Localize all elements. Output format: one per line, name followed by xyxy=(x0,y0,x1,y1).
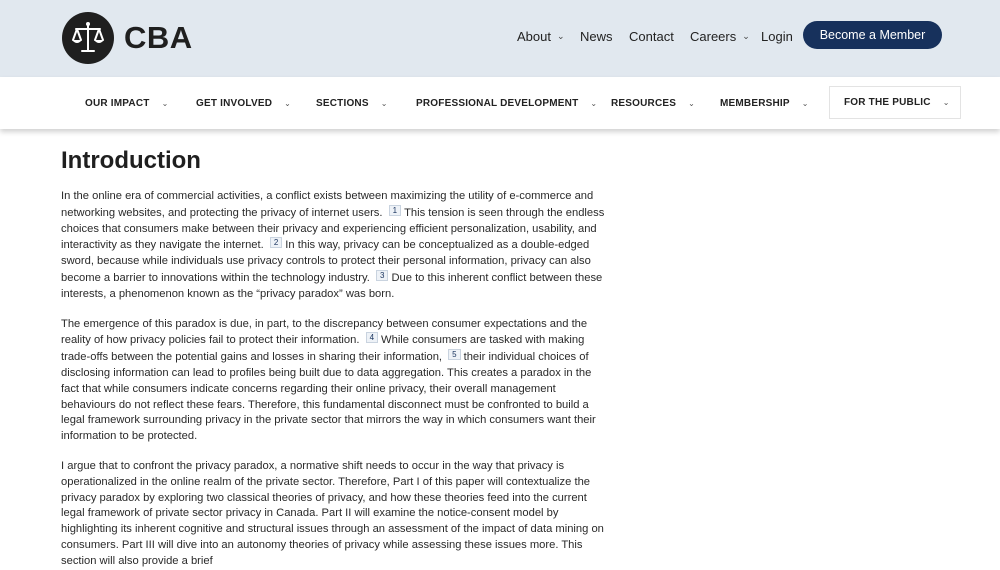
main-nav-label: RESOURCES xyxy=(611,97,677,109)
chevron-down-icon: ⌄ xyxy=(801,98,809,108)
article-body xyxy=(61,189,606,570)
chevron-down-icon: ⌄ xyxy=(742,31,750,41)
paragraph-text: In the online era of commercial activities, a conflict exists between maximizing the utility of e-commerce and networking websites, and protecting the privacy of internet users. xyxy=(61,190,594,219)
site-header xyxy=(0,0,1000,77)
nav-news-label: News xyxy=(580,29,613,44)
chevron-down-icon: ⌄ xyxy=(942,98,950,107)
nav-contact[interactable] xyxy=(629,29,674,44)
main-nav-membership[interactable] xyxy=(720,77,809,129)
chevron-down-icon: ⌄ xyxy=(161,98,169,108)
paragraph-text: This tension is seen through the endless choices that consumers make between their privacy and experiencing efficient personalization, usability, and interactivity as they navigate the internet. xyxy=(61,206,605,252)
paragraph-text: The emergence of this paradox is due, in part, to the discrepancy between consumer expectations and the reality of how privacy policies fail to protect their information. xyxy=(61,317,588,347)
paragraph-text: While consumers are tasked with making trade-offs between the potential gains and losses in sharing their information, xyxy=(61,334,585,364)
nav-news[interactable] xyxy=(580,29,613,44)
nav-login-label: Login xyxy=(761,29,793,44)
chevron-down-icon: ⌄ xyxy=(380,98,388,108)
chevron-down-icon: ⌄ xyxy=(284,98,292,108)
chevron-down-icon: ⌄ xyxy=(590,98,598,108)
main-nav-professional-development[interactable] xyxy=(416,77,597,129)
paragraph-text: I argue that to confront the privacy paradox, a normative shift needs to occur in the way that privacy is operationalized in the online realm of the private sector. Therefore, Part I of this paper will contextualize the privacy paradox by exploring two classical theories of privacy, and how these theories feed into the current legal framework of private sector privacy in Canada. Part II will examine the notice-consent model by highlighting its inherent cognitive and structural issues through an assessment of the impact of data mining on consumers. Part III will dive into an autonomy theories of privacy while assessing these issues more. This section will also provide a brief xyxy=(61,459,604,567)
nav-contact-label: Contact xyxy=(629,29,674,44)
main-nav-sections[interactable] xyxy=(316,77,388,129)
main-nav-label: OUR IMPACT xyxy=(85,97,150,109)
main-nav-label: SECTIONS xyxy=(316,97,369,109)
nav-login[interactable] xyxy=(761,29,793,44)
main-nav-label: PROFESSIONAL DEVELOPMENT xyxy=(416,97,579,109)
become-member-button[interactable]: Become a Member xyxy=(803,21,942,49)
scales-of-justice-icon xyxy=(62,12,114,64)
article-paragraph xyxy=(61,189,606,303)
paragraph-text: Due to this inherent conflict between these interests, a phenomenon known as the “privacy paradox” was born. xyxy=(61,271,603,300)
footnote-link[interactable]: 1 xyxy=(389,205,401,216)
logo[interactable] xyxy=(62,12,193,64)
footnote-link[interactable]: 2 xyxy=(270,237,282,248)
nav-about[interactable] xyxy=(517,29,565,44)
footnote-link[interactable]: 3 xyxy=(376,270,388,281)
article xyxy=(61,130,606,570)
main-nav-for-the-public[interactable] xyxy=(829,86,961,119)
main-nav-resources[interactable] xyxy=(611,77,695,129)
footnote-link[interactable]: 4 xyxy=(366,332,378,343)
article-title: Introduction xyxy=(61,147,201,174)
main-nav-label: GET INVOLVED xyxy=(196,97,273,109)
logo-text: CBA xyxy=(124,20,193,55)
main-nav-get-involved[interactable] xyxy=(196,77,291,129)
main-nav xyxy=(0,77,1000,129)
main-nav-label: MEMBERSHIP xyxy=(720,97,790,109)
article-paragraph xyxy=(61,459,606,570)
main-nav-label: FOR THE PUBLIC xyxy=(844,97,931,108)
nav-about-label: About xyxy=(517,29,551,44)
nav-careers[interactable] xyxy=(690,29,750,44)
paragraph-text: their individual choices of disclosing information can lead to profiles being built due to data aggregation. This creates a paradox in the fact that while consumers indicate concerns regarding their online privacy, their overall management behaviours do not reflect these fears. Therefore, this fundamental disconnect must be confronted to build a legal framework surrounding privacy in the private sector that mirrors the way in which consumers want their information to be protected. xyxy=(61,351,596,443)
chevron-down-icon: ⌄ xyxy=(556,31,565,41)
paragraph-text: In this way, privacy can be conceptualized as a double-edged sword, because while individuals use privacy controls to protect their personal information, privacy can also become a barrier to innovations within the technology industry. xyxy=(61,239,591,284)
main-nav-our-impact[interactable] xyxy=(85,77,169,129)
footnote-link[interactable]: 5 xyxy=(448,349,460,360)
chevron-down-icon: ⌄ xyxy=(688,98,696,108)
nav-careers-label: Careers xyxy=(690,29,737,44)
article-paragraph xyxy=(61,317,606,445)
